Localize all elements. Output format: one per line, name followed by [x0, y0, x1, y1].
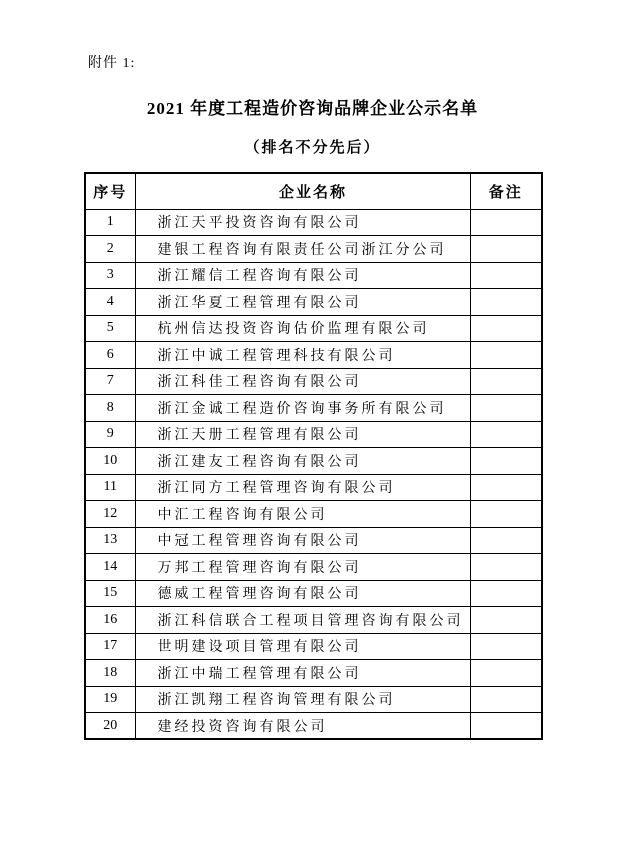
table-row — [85, 580, 542, 607]
remark-cell — [470, 421, 542, 448]
attachment-label: 附件 1: — [88, 56, 136, 71]
company-name-cell: 浙江建友工程咨询有限公司 — [135, 448, 470, 475]
row-index-cell: 3 — [85, 262, 135, 289]
remark-cell — [470, 315, 542, 342]
document-title: 2021 年度工程造价咨询品牌企业公示名单 — [146, 99, 479, 118]
table-row — [85, 607, 542, 634]
row-index-cell: 6 — [85, 342, 135, 369]
table-header-row — [85, 173, 542, 209]
row-index-cell: 10 — [85, 448, 135, 475]
header-company-name: 企业名称 — [135, 173, 470, 209]
table-row — [85, 395, 542, 422]
row-index-cell: 13 — [85, 527, 135, 554]
company-name-cell: 建银工程咨询有限责任公司浙江分公司 — [135, 236, 470, 263]
table-row — [85, 342, 542, 369]
table-row — [85, 315, 542, 342]
remark-cell — [470, 633, 542, 660]
row-index-cell: 19 — [85, 686, 135, 713]
table-head — [85, 173, 542, 209]
row-index-cell: 2 — [85, 236, 135, 263]
company-name-cell: 浙江金诚工程造价咨询事务所有限公司 — [135, 395, 470, 422]
company-name-cell: 德威工程管理咨询有限公司 — [135, 580, 470, 607]
company-name-cell: 杭州信达投资咨询估价监理有限公司 — [135, 315, 470, 342]
remark-cell — [470, 448, 542, 475]
row-index-cell: 8 — [85, 395, 135, 422]
company-table — [84, 172, 543, 740]
company-name-cell: 浙江科信联合工程项目管理咨询有限公司 — [135, 607, 470, 634]
table-row — [85, 527, 542, 554]
company-name-cell: 浙江同方工程管理咨询有限公司 — [135, 474, 470, 501]
row-index-cell: 9 — [85, 421, 135, 448]
company-name-cell: 浙江天册工程管理有限公司 — [135, 421, 470, 448]
table-row — [85, 421, 542, 448]
header-index: 序号 — [85, 173, 135, 209]
remark-cell — [470, 554, 542, 581]
table-body — [85, 209, 542, 739]
remark-cell — [470, 660, 542, 687]
table-row — [85, 660, 542, 687]
table-row — [85, 501, 542, 528]
remark-cell — [470, 236, 542, 263]
row-index-cell: 12 — [85, 501, 135, 528]
table-row — [85, 236, 542, 263]
table-row — [85, 209, 542, 236]
remark-cell — [470, 289, 542, 316]
company-name-cell: 中冠工程管理咨询有限公司 — [135, 527, 470, 554]
remark-cell — [470, 501, 542, 528]
remark-cell — [470, 262, 542, 289]
company-name-cell: 浙江华夏工程管理有限公司 — [135, 289, 470, 316]
company-name-cell: 万邦工程管理咨询有限公司 — [135, 554, 470, 581]
row-index-cell: 1 — [85, 209, 135, 236]
remark-cell — [470, 395, 542, 422]
table-row — [85, 289, 542, 316]
company-name-cell: 世明建设项目管理有限公司 — [135, 633, 470, 660]
table-row — [85, 686, 542, 713]
row-index-cell: 17 — [85, 633, 135, 660]
row-index-cell: 20 — [85, 713, 135, 740]
company-name-cell: 浙江天平投资咨询有限公司 — [135, 209, 470, 236]
table-row — [85, 368, 542, 395]
table-row — [85, 474, 542, 501]
company-name-cell: 浙江中瑞工程管理有限公司 — [135, 660, 470, 687]
table-row — [85, 554, 542, 581]
row-index-cell: 5 — [85, 315, 135, 342]
row-index-cell: 4 — [85, 289, 135, 316]
remark-cell — [470, 474, 542, 501]
table-row — [85, 713, 542, 740]
table-row — [85, 448, 542, 475]
company-name-cell: 浙江凯翔工程咨询管理有限公司 — [135, 686, 470, 713]
document-subtitle: （排名不分先后） — [244, 140, 381, 156]
company-name-cell: 浙江耀信工程咨询有限公司 — [135, 262, 470, 289]
row-index-cell: 14 — [85, 554, 135, 581]
row-index-cell: 18 — [85, 660, 135, 687]
row-index-cell: 16 — [85, 607, 135, 634]
header-remark: 备注 — [470, 173, 542, 209]
remark-cell — [470, 580, 542, 607]
company-name-cell: 中汇工程咨询有限公司 — [135, 501, 470, 528]
company-name-cell: 浙江中诚工程管理科技有限公司 — [135, 342, 470, 369]
company-name-cell: 建经投资咨询有限公司 — [135, 713, 470, 740]
remark-cell — [470, 686, 542, 713]
remark-cell — [470, 209, 542, 236]
row-index-cell: 11 — [85, 474, 135, 501]
table-row — [85, 262, 542, 289]
remark-cell — [470, 607, 542, 634]
remark-cell — [470, 342, 542, 369]
row-index-cell: 15 — [85, 580, 135, 607]
remark-cell — [470, 527, 542, 554]
company-name-cell: 浙江科佳工程咨询有限公司 — [135, 368, 470, 395]
remark-cell — [470, 713, 542, 740]
remark-cell — [470, 368, 542, 395]
row-index-cell: 7 — [85, 368, 135, 395]
table-row — [85, 633, 542, 660]
